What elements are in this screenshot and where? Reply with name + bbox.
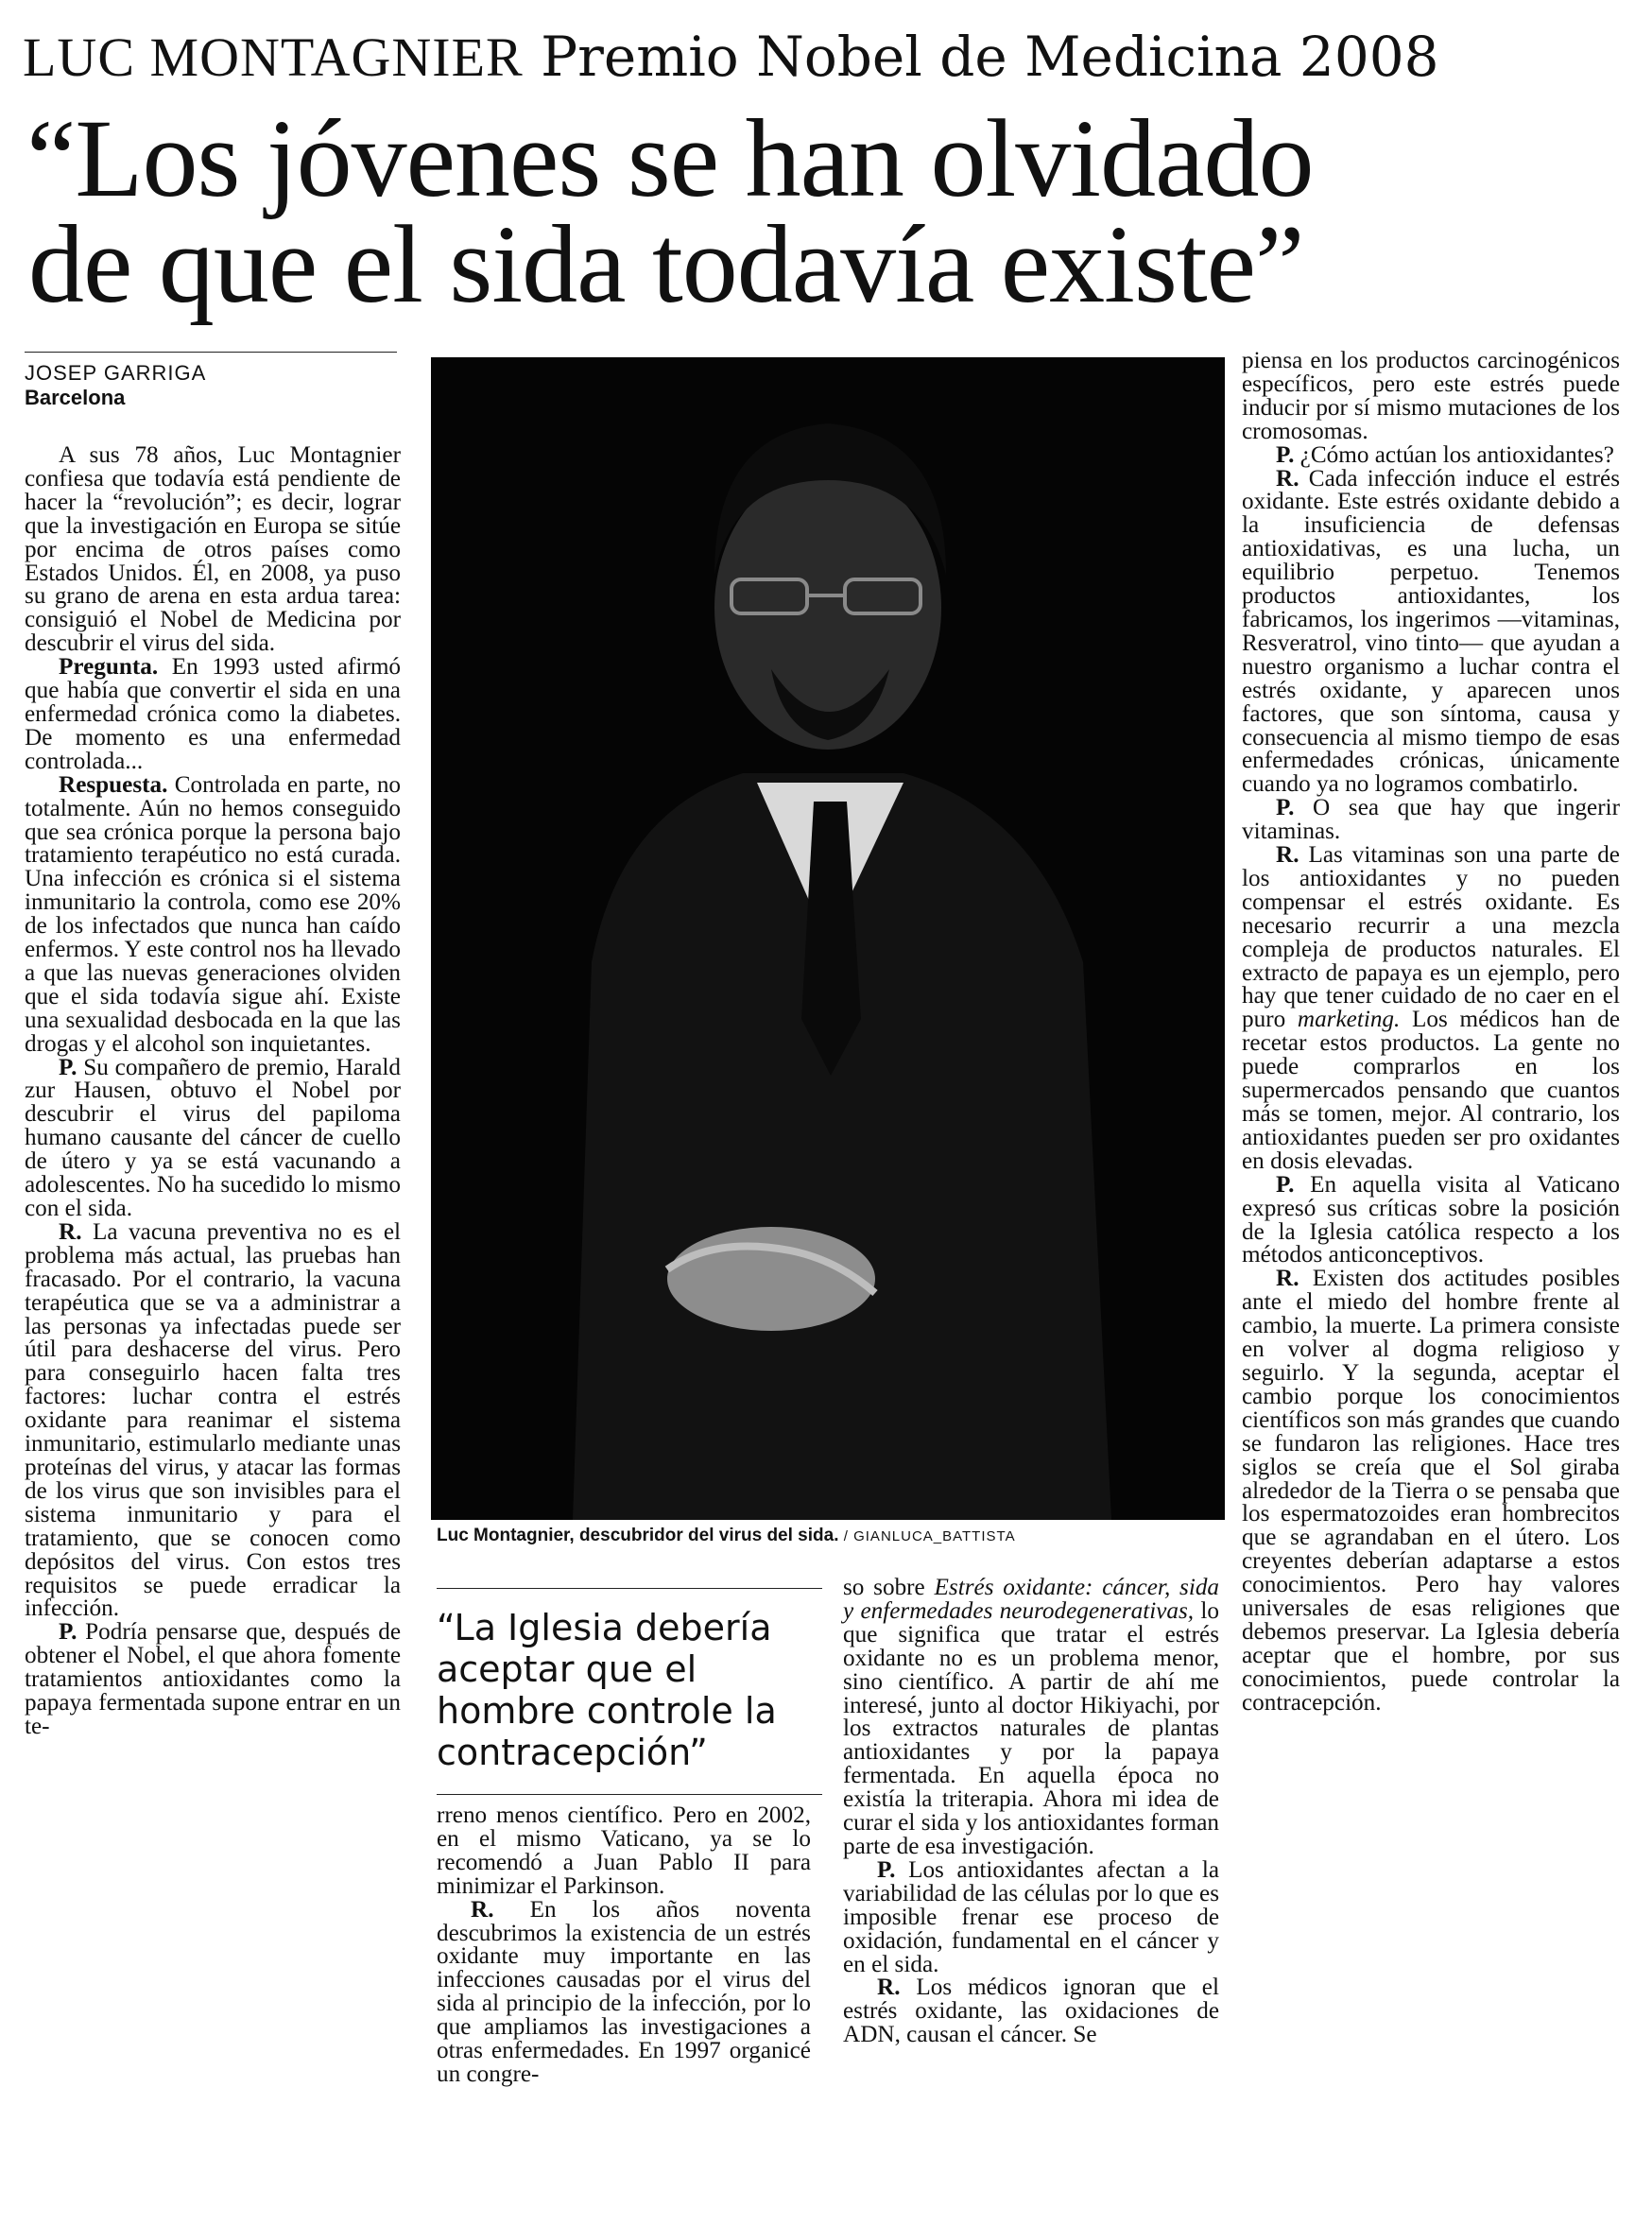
byline	[25, 361, 412, 410]
question-text: Los antioxidantes afectan a la variabilidad de las células por lo que es imposible frenar ese proceso de oxidación, fundamental en el cáncer y en el sida.	[843, 1856, 1220, 1977]
continued-paragraph	[843, 1577, 1219, 1859]
question-text: En 1993 usted afirmó que había que convertir el sida en una enfermedad crónica como la diabetes. De momento es una enfermedad controlada...	[25, 654, 401, 774]
continued-text: so sobre	[843, 1575, 925, 1600]
question-label: P.	[59, 1054, 77, 1080]
marketing-word: marketing.	[1297, 1007, 1401, 1033]
answer-label: R.	[1276, 1266, 1299, 1292]
qa-answer	[25, 771, 402, 1057]
continued-paragraph: rreno menos científico. Pero en 2002, en el mismo Vaticano, ya se lo recomendó a Juan Pablo II para minimizar el Parkinson.	[437, 1802, 811, 1899]
answer-text: Cada infección induce el estrés oxidante. Este estrés oxidante debido a la insuficiencia de defensas antioxidativas, es una lucha, un equilibrio perpetuo. Tenemos productos antioxidantes, los fabricamos, los ingerimos —vitaminas, Resveratrol, vino tinto— que ayudan a nuestro organismo a luchar contra el estrés oxidante, y aparecen unos factores, que son síntoma, causa y consecuencia al mismo tiempo de esas enfermedades crónicas, únicamente cuando ya no logramos combatirlo.	[1242, 465, 1621, 798]
qa-answer	[843, 1976, 1219, 2047]
qa-answer	[1242, 465, 1621, 798]
portrait-illustration	[431, 357, 1225, 1520]
pullquote-top-rule	[437, 1588, 822, 1589]
article-column-4	[1242, 350, 1620, 1716]
photo-credit: / GIANLUCA_BATTISTA	[843, 1528, 1016, 1544]
byline-rule	[25, 352, 397, 353]
answer-text: Las vitaminas son una parte de los antioxidantes y no pueden compensar el estrés oxidante. Es necesario recurrir a una mezcla compleja de productos naturales. El extracto de papaya es un ejemplo, pero hay que tener cuidado de no caer en el puro	[1242, 842, 1620, 1033]
qa-answer	[1242, 844, 1620, 1174]
qa-question	[25, 1621, 401, 1739]
kicker	[23, 23, 1439, 92]
answer-text: Los médicos han de recetar estos productos. La gente no puede comprarlos en los supermercados pensando que cuantos más se tomen, mejor. Al contrario, los antioxidantes pueden ser pro oxidantes en dosis elevadas.	[1242, 1007, 1621, 1174]
caption-text: Luc Montagnier, descubridor del virus del sida.	[437, 1526, 839, 1545]
qa-answer	[437, 1896, 812, 2087]
answer-text: La vacuna preventiva no es el problema más actual, las pruebas han fracasado. Por el contrario, la vacuna terapéutica que se va a administrar a las personas ya infectadas puede ser útil para deshacerse del virus. Pero para conseguirlo hacen falta tres factores: luchar contra el estrés oxidante para reanimar el sistema inmunitario, estimularlo mediante unas proteínas del virus, y atacar las formas de los virus que son invisibles para el sistema inmunitario y para el tratamiento, que se conocen como depósitos del virus. Con estos tres requisitos se puede erradicar la infección.	[25, 1218, 402, 1622]
answer-label: R.	[1276, 465, 1299, 492]
qa-question	[843, 1856, 1220, 1977]
answer-label: R.	[59, 1218, 82, 1245]
article-column-3	[843, 1577, 1219, 2047]
question-label: Pregunta.	[59, 654, 159, 681]
qa-question	[25, 1054, 402, 1221]
question-label: P.	[1276, 441, 1295, 468]
conference-title: Estrés oxidante: cáncer, sida y enfermedades neurodegenerativas,	[843, 1575, 1220, 1624]
pullquote-bottom-rule	[437, 1794, 822, 1795]
question-text: ¿Cómo actúan los antioxidantes?	[1299, 441, 1614, 468]
headline-line-1: “Los jóvenes se han olvidado	[26, 96, 1314, 220]
answer-label: R.	[877, 1975, 901, 2001]
question-label: P.	[59, 1619, 77, 1646]
portrait-photo	[431, 357, 1225, 1520]
qa-question	[1242, 441, 1620, 468]
qa-question	[25, 656, 401, 774]
headline	[26, 96, 1633, 326]
continued-paragraph: piensa en los productos carcinogénicos específicos, pero este estrés puede inducir por sí mismo mutaciones de los cromosomas.	[1242, 348, 1620, 444]
byline-city: Barcelona	[25, 386, 126, 409]
article-column-2	[437, 1804, 811, 2087]
question-text: O sea que hay que ingerir vitaminas.	[1242, 795, 1620, 845]
answer-label: R.	[1276, 842, 1299, 869]
qa-question	[1242, 1171, 1620, 1268]
question-text: Su compañero de premio, Harald zur Hausen, obtuvo el Nobel por descubrir el virus del papiloma humano causante del cáncer de cuello de útero y ya se está vacunando a adolescentes. No ha sucedido lo mismo con el sida.	[25, 1054, 402, 1221]
question-label: P.	[877, 1856, 896, 1883]
question-label: P.	[1276, 1171, 1295, 1198]
qa-answer	[25, 1218, 402, 1622]
byline-author: JOSEP GARRIGA	[25, 361, 207, 385]
kicker-name: LUC MONTAGNIER	[23, 26, 524, 88]
answer-label: Respuesta.	[59, 771, 168, 798]
question-text: En aquella visita al Vaticano expresó sus críticas sobre la posición de la Iglesia católica respecto a los métodos anticonceptivos.	[1242, 1171, 1620, 1268]
photo-caption	[437, 1526, 1230, 1546]
continued-text: lo que significa que tratar el estrés oxidante no es un problema menor, sino científico. A partir de ahí me interesé, junto al doctor Hikiyachi, por los extractos naturales de plantas antioxidantes y por la papaya fermentada. En aquella época no existía la triterapia. Ahora mi idea de curar el sida y los antioxidantes forman parte de esa investigación.	[843, 1597, 1219, 1859]
qa-question	[1242, 797, 1620, 844]
article-column-1	[25, 444, 401, 1739]
question-text: Podría pensarse que, después de obtener el Nobel, el que ahora fomente tratamientos antioxidantes como la papaya fermentada supone entrar en un te-	[25, 1619, 401, 1739]
answer-label: R.	[471, 1896, 494, 1923]
headline-line-2: de que el sida todavía existe”	[28, 202, 1304, 326]
intro-paragraph: A sus 78 años, Luc Montagnier confiesa que todavía está pendiente de hacer la “revolución”; es decir, lograr que la investigación en Europa se sitúe por encima de otros países como Estados Unidos. Él, en 2008, ya puso su grano de arena en esta ardua tarea: consiguió el Nobel de Medicina por descubrir el virus del sida.	[25, 442, 401, 657]
answer-text: Controlada en parte, no totalmente. Aún no hemos conseguido que sea crónica porque la persona bajo tratamiento terapéutico no está curada. Una infección es crónica si el sistema inmunitario la controla, como ese 20% de los infectados que nunca han caído enfermos. Y este control nos ha llevado a que las nuevas generaciones olviden que el sida todavía sigue ahí. Existe una sexualidad desbocada en la que las drogas y el alcohol son inquietantes.	[25, 771, 402, 1057]
answer-text: Los médicos ignoran que el estrés oxidante, las oxidaciones de ADN, causan el cáncer. Se	[843, 1975, 1219, 2048]
kicker-subtitle: Premio Nobel de Medicina 2008	[541, 25, 1439, 89]
answer-text: En los años noventa descubrimos la existencia de un estrés oxidante muy importante en las infecciones causadas por el virus del sida al principio de la infección, por lo que ampliamos las investigaciones a otras enfermedades. En 1997 organicé un congre-	[437, 1896, 812, 2087]
question-label: P.	[1276, 795, 1295, 821]
pull-quote: “La Iglesia debería aceptar que el hombre controle la contracepción”	[437, 1607, 777, 1773]
qa-answer	[1242, 1268, 1620, 1715]
answer-text: Existen dos actitudes posibles ante el miedo del hombre frente al cambio, la muerte. La primera consiste en volver al dogma religioso y seguirlo. Y la segunda, aceptar el cambio porque los conocimientos científicos son más grandes que cuando se fundaron las religiones. Hace tres siglos se creía que el Sol giraba alrededor de la Tierra o se pensaba que los espermatozoides eran hombrecitos que se agrandaban en el útero. Los creyentes deberían adaptarse a estos conocimientos. Pero hay valores universales de esas religiones que debemos preservar. La Iglesia debería aceptar que el hombre, por sus conocimientos, puede controlar la contracepción.	[1242, 1266, 1620, 1716]
